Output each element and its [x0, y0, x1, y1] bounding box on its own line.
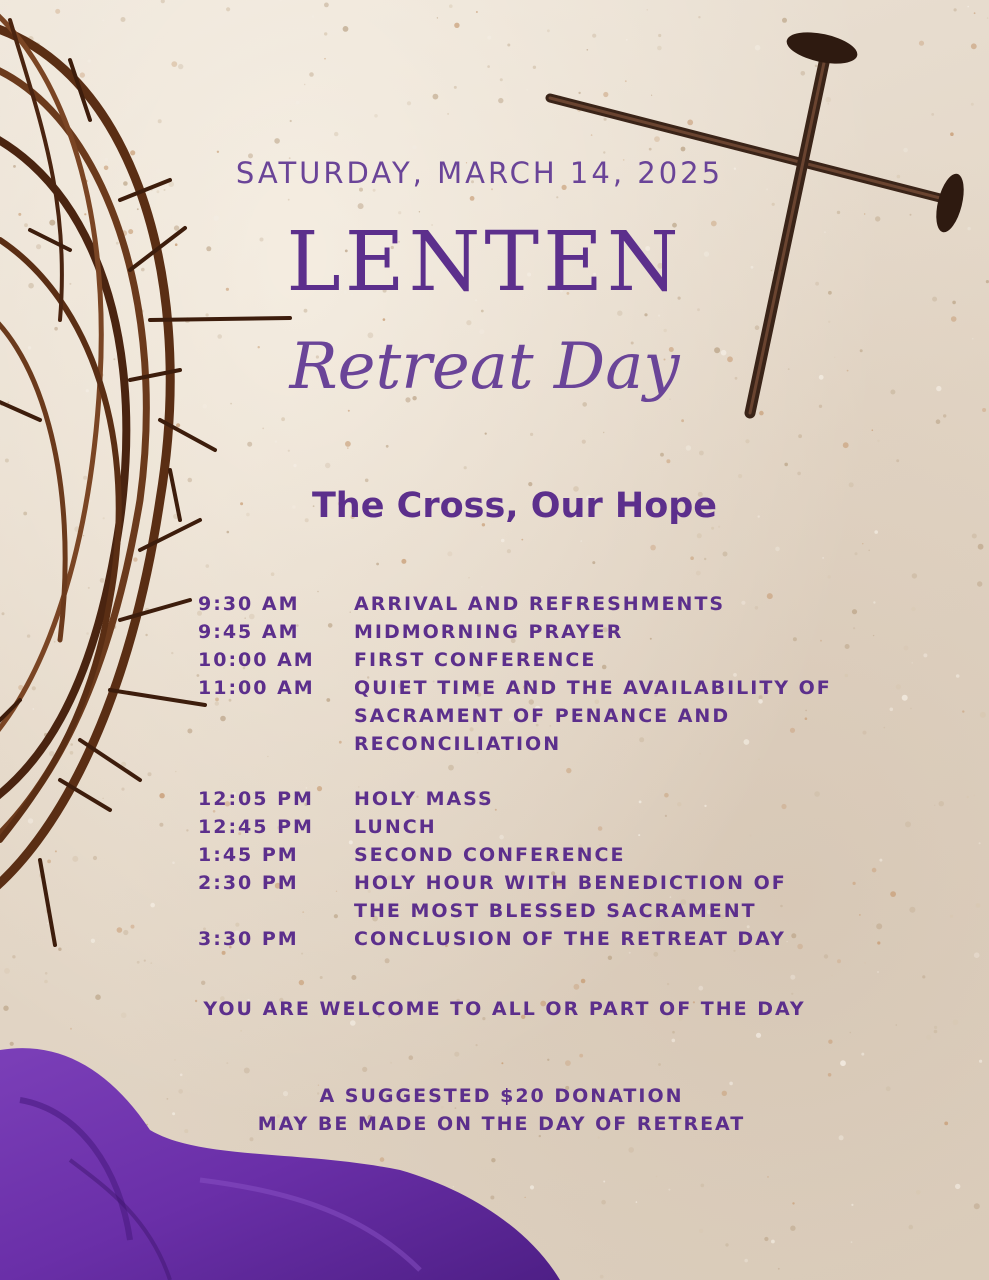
- schedule-time: 12:45 PM: [198, 816, 314, 838]
- schedule-time: 1:45 PM: [198, 844, 299, 866]
- schedule-activity: LUNCH: [354, 816, 437, 838]
- event-date: SATURDAY, MARCH 14, 2025: [235, 156, 724, 190]
- retreat-theme: The Cross, Our Hope: [311, 486, 718, 526]
- schedule-time: 9:45 AM: [198, 621, 300, 643]
- welcome-note: YOU ARE WELCOME TO ALL OR PART OF THE DAY: [203, 998, 806, 1020]
- donation-note: [0, 1082, 989, 1138]
- schedule-row: [198, 925, 898, 953]
- donation-line: A SUGGESTED $20 DONATION: [319, 1085, 684, 1107]
- schedule-time: 9:30 AM: [198, 593, 300, 615]
- schedule-activity: SECOND CONFERENCE: [354, 844, 626, 866]
- schedule-row: [198, 674, 898, 758]
- schedule-time: 10:00 AM: [198, 649, 315, 671]
- purple-cloth-icon: [0, 1040, 560, 1280]
- schedule-time: 2:30 PM: [198, 872, 299, 894]
- schedule-list: [198, 590, 898, 953]
- schedule-activity: FIRST CONFERENCE: [354, 649, 597, 671]
- schedule-row: [198, 869, 898, 925]
- schedule-row: [198, 618, 898, 646]
- schedule-activity: MIDMORNING PRAYER: [354, 621, 624, 643]
- schedule-row: [198, 785, 898, 813]
- schedule-time: 12:05 PM: [198, 788, 314, 810]
- event-title: LENTEN: [286, 215, 683, 310]
- schedule-row: [198, 813, 898, 841]
- schedule-row: [198, 841, 898, 869]
- schedule-activity: ARRIVAL AND REFRESHMENTS: [354, 593, 726, 615]
- schedule-activity: HOLY MASS: [354, 788, 494, 810]
- schedule-row: [198, 590, 898, 618]
- schedule-activity: QUIET TIME AND THE AVAILABILITY OF SACRAMENT OF PENANCE AND RECONCILIATION: [354, 677, 832, 755]
- schedule-row: [198, 646, 898, 674]
- schedule-activity: HOLY HOUR WITH BENEDICTION OF THE MOST BLESSED SACRAMENT: [354, 872, 787, 922]
- schedule-time: 3:30 PM: [198, 928, 299, 950]
- event-subtitle: Retreat Day: [289, 330, 680, 404]
- schedule-time: 11:00 AM: [198, 677, 315, 699]
- donation-line: MAY BE MADE ON THE DAY OF RETREAT: [257, 1113, 746, 1135]
- schedule-activity: CONCLUSION OF THE RETREAT DAY: [354, 928, 786, 950]
